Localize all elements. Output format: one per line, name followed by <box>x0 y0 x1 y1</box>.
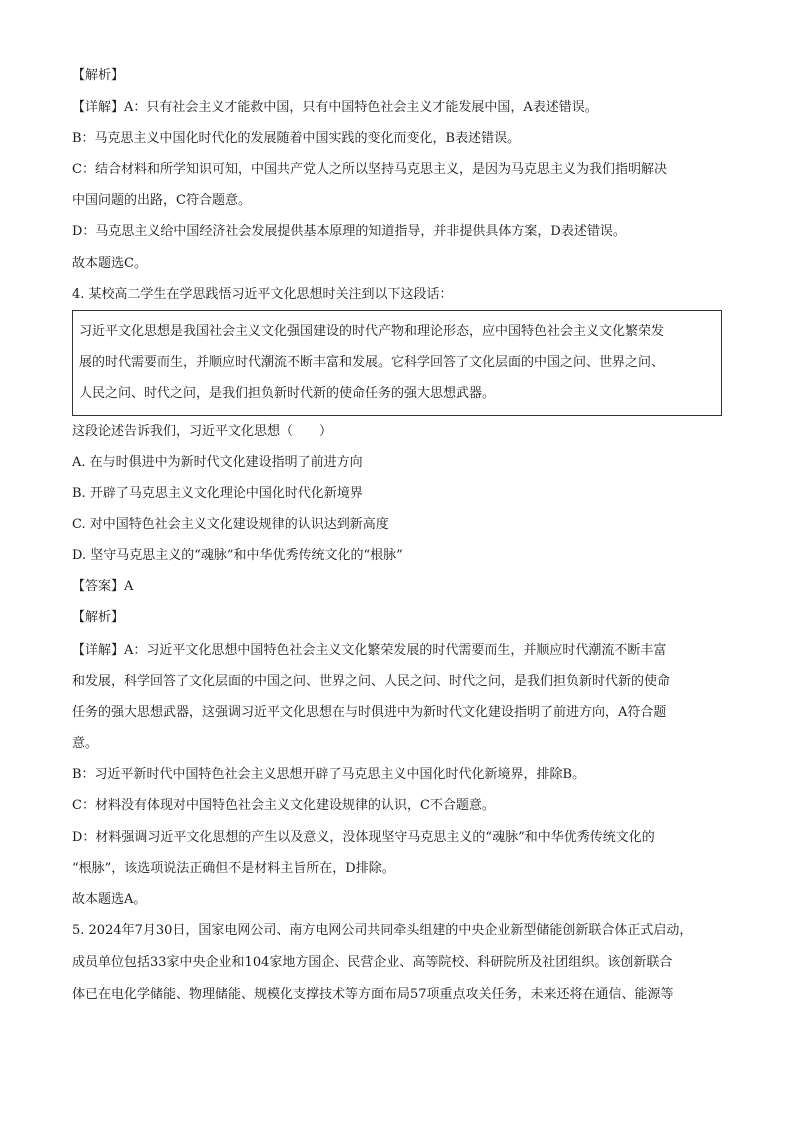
detail-option-a: 【详解】A：只有社会主义才能救中国，只有中国特色社会主义才能发展中国，A表述错误。 <box>72 100 598 115</box>
detail-option-b: B：习近平新时代中国特色社会主义思想开辟了马克思主义中国化时代化新境界，排除B。 <box>72 767 586 782</box>
detail-option-d-line1: D：材料强调习近平文化思想的产生以及意义，没体现坚守马克思主义的“魂脉”和中华优秀传统文化的 <box>72 830 655 845</box>
answer: 【答案】A <box>72 579 134 594</box>
quote-line: 展的时代需要而生，并顺应时代潮流不断丰富和发展。它科学回答了文化层面的中国之问、世界之问、 <box>79 355 665 370</box>
question-stem: 4. 某校高二学生在学思践悟习近平文化思想时关注到以下这段话： <box>72 287 453 302</box>
detail-option-a-line3: 任务的强大思想武器，这强调习近平文化思想在与时俱进中为新时代文化建设指明了前进方向，A符合题 <box>72 705 667 720</box>
detail-option-a-line4: 意。 <box>72 736 99 751</box>
detail-option-d-line2: “根脉”，该选项说法正确但不是材料主旨所在，D排除。 <box>72 861 395 876</box>
detail-option-d: D：马克思主义给中国经济社会发展提供基本原理的知道指导，并非提供具体方案，D表述错误。 <box>72 224 626 239</box>
detail-option-c-line1: C：结合材料和所学知识可知，中国共产党人之所以坚持马克思主义，是因为马克思主义为我们指明解决 <box>72 162 667 177</box>
conclusion: 故本题选A。 <box>72 892 147 907</box>
detail-option-c: C：材料没有体现对中国特色社会主义文化建设规律的认识，C不合题意。 <box>72 798 495 813</box>
quote-box <box>72 310 722 416</box>
question-prompt: 这段论述告诉我们，习近平文化思想（ ） <box>72 424 333 439</box>
conclusion: 故本题选C。 <box>72 256 147 271</box>
analysis-heading: 【解析】 <box>72 610 125 625</box>
quote-line: 人民之问、时代之问，是我们担负新时代新的使命任务的强大思想武器。 <box>79 386 496 401</box>
question-5-line3: 体已在电化学储能、物理储能、规模化支撑技术等方面布局57项重点攻关任务，未来还将在通信、能源等 <box>72 987 674 1002</box>
detail-option-c-line2: 中国问题的出路，C符合题意。 <box>72 193 251 208</box>
option-c: C. 对中国特色社会主义文化建设规律的认识达到新高度 <box>72 517 389 532</box>
detail-option-a-line1: 【详解】A：习近平文化思想中国特色社会主义文化繁荣发展的时代需要而生，并顺应时代潮流不断丰富 <box>72 643 667 658</box>
detail-option-b: B：马克思主义中国化时代化的发展随着中国实践的变化而变化，B表述错误。 <box>72 131 521 146</box>
option-a: A. 在与时俱进中为新时代文化建设指明了前进方向 <box>72 455 363 470</box>
detail-option-a-line2: 和发展，科学回答了文化层面的中国之问、世界之问、人民之问、时代之问，是我们担负新时代新的使命 <box>72 674 671 689</box>
option-b: B. 开辟了马克思主义文化理论中国化时代化新境界 <box>72 486 363 501</box>
option-d: D. 坚守马克思主义的“魂脉”和中华优秀传统文化的“根脉” <box>72 548 403 563</box>
question-5-line2: 成员单位包括33家中央企业和104家地方国企、民营企业、高等院校、科研院所及社团组织。该创新联合 <box>72 955 673 970</box>
analysis-heading: 【解析】 <box>72 68 125 83</box>
quote-line: 习近平文化思想是我国社会主义文化强国建设的时代产物和理论形态，应中国特色社会主义文化繁荣发 <box>79 324 665 339</box>
question-5-line1: 5. 2024年7月30日，国家电网公司、南方电网公司共同牵头组建的中央企业新型储能创新联合体正式启动， <box>72 923 693 938</box>
